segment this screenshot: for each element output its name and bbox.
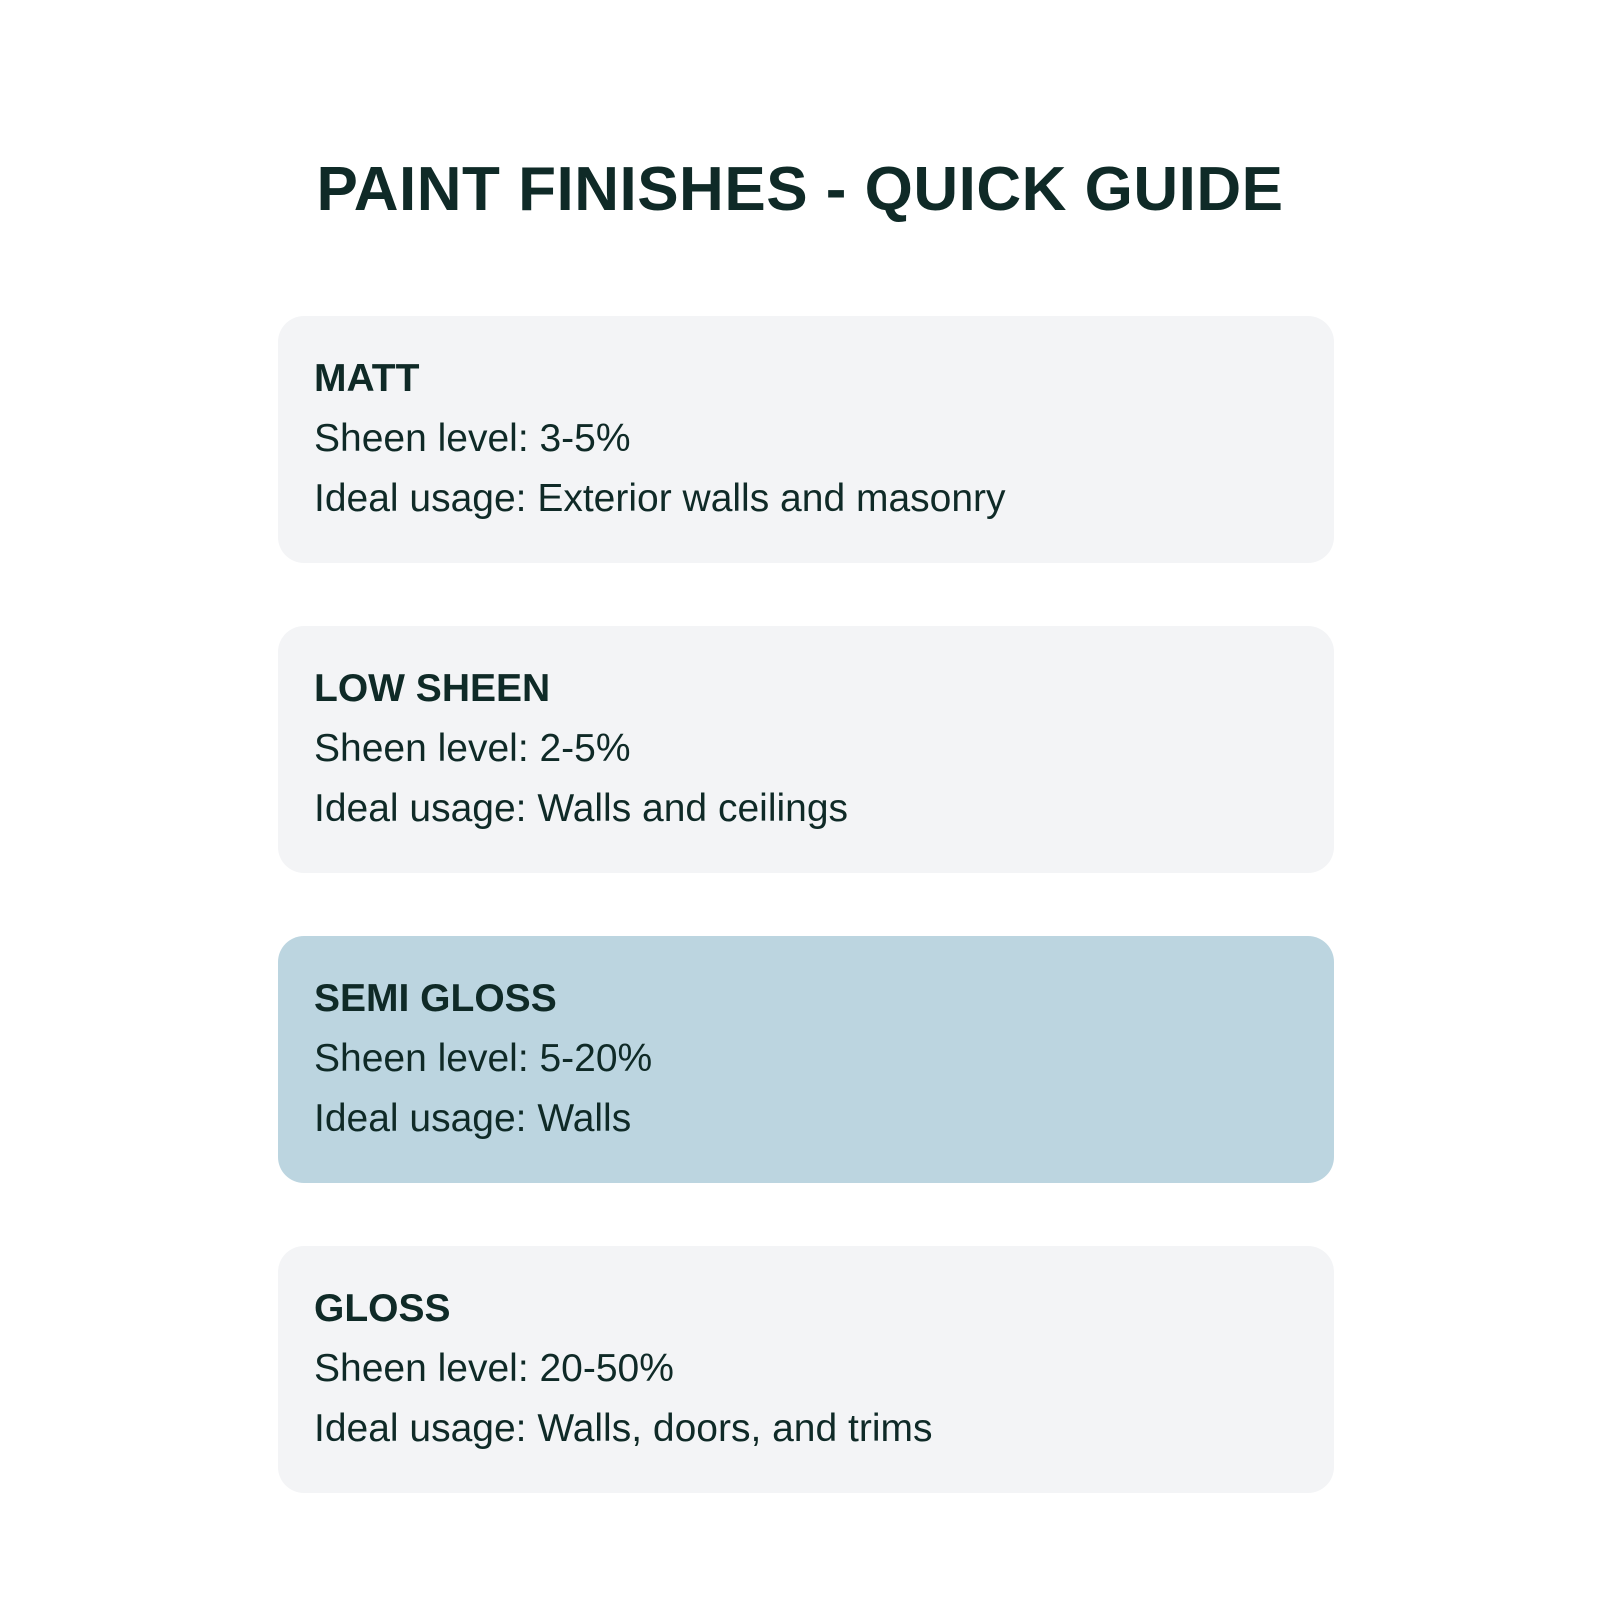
finish-name: SEMI GLOSS	[314, 977, 557, 1020]
sheen-level: Sheen level: 2-5%	[314, 727, 631, 770]
ideal-usage: Ideal usage: Walls and ceilings	[314, 787, 849, 830]
sheen-level: Sheen level: 20-50%	[314, 1347, 674, 1390]
finish-card-semi-gloss	[278, 936, 1334, 1183]
finish-name: MATT	[314, 357, 420, 400]
ideal-usage: Ideal usage: Walls, doors, and trims	[314, 1407, 933, 1450]
page-title: PAINT FINISHES - QUICK GUIDE	[316, 155, 1284, 224]
finish-name: GLOSS	[314, 1287, 451, 1330]
ideal-usage: Ideal usage: Walls	[314, 1097, 632, 1140]
ideal-usage: Ideal usage: Exterior walls and masonry	[314, 477, 1006, 520]
finishes-list	[278, 316, 1334, 1556]
finish-card-matt	[278, 316, 1334, 563]
sheen-level: Sheen level: 3-5%	[314, 417, 631, 460]
sheen-level: Sheen level: 5-20%	[314, 1037, 653, 1080]
finish-card-gloss	[278, 1246, 1334, 1493]
finish-card-low-sheen	[278, 626, 1334, 873]
finish-name: LOW SHEEN	[314, 667, 551, 710]
